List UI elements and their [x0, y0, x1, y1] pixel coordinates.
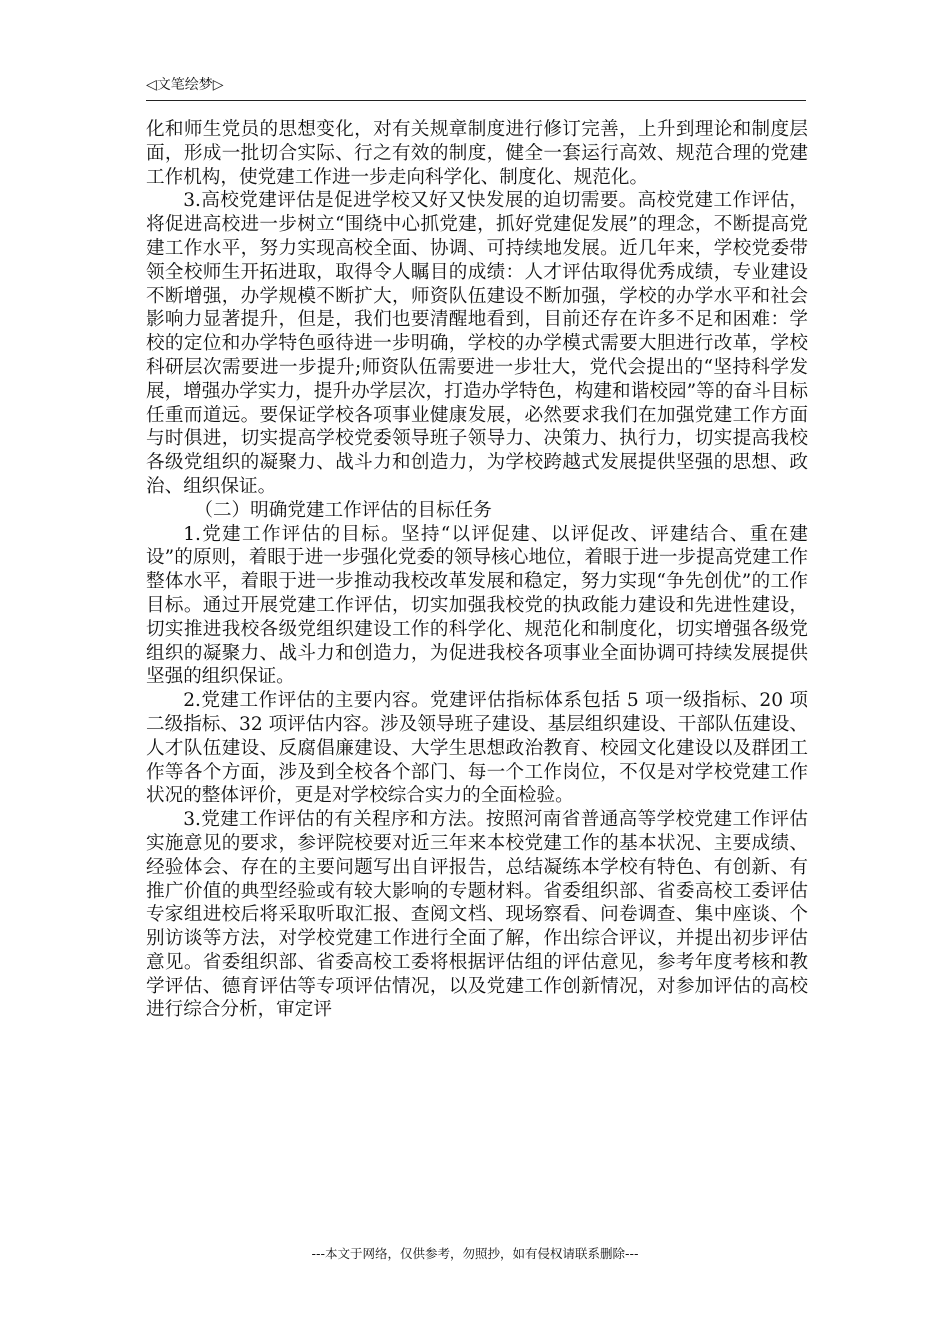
- left-triangle-icon: ◁: [146, 77, 157, 93]
- page-header: [146, 74, 806, 101]
- header-title-text: 文笔绘梦: [156, 77, 213, 93]
- paragraph: 3.高校党建评估是促进学校又好又快发展的迫切需要。高校党建工作评估，将促进高校进一步树立“围绕中心抓党建，抓好党建促发展”的理念，不断提高党建工作水平，努力实现高校全面、协调、可持续地发展。近几年来，学校党委带领全校师生开拓进取，取得令人瞩目的成绩：人才评估取得优秀成绩，专业建设不断增强，办学规模不断扩大，师资队伍建设不断加强，学校的办学水平和社会影响力显著提升，但是，我们也要清醒地看到，目前还存在许多不足和困难：学校的定位和办学特色亟待进一步明确，学校的办学模式需要大胆进行改革，学校科研层次需要进一步提升;师资队伍需要进一步壮大，党代会提出的“坚持科学发展，增强办学实力，提升办学层次，打造办学特色，构建和谐校园”等的奋斗目标任重而道远。要保证学校各项事业健康发展，必然要求我们在加强党建工作方面与时俱进，切实提高学校党委领导班子领导力、决策力、执行力，切实提高我校各级党组织的凝聚力、战斗力和创造力，为学校跨越式发展提供坚强的思想、政治、组织保证。: [146, 190, 808, 497]
- right-triangle-icon: ▷: [212, 77, 224, 93]
- document-body: [146, 118, 808, 1022]
- paragraph: 3.党建工作评估的有关程序和方法。按照河南省普通高等学校党建工作评估实施意见的要求，参评院校要对近三年来本校党建工作的基本状况、主要成绩、经验体会、存在的主要问题写出自评报告，总结凝练本学校有特色、有创新、有推广价值的典型经验或有较大影响的专题材料。省委组织部、省委高校工委评估专家组进校后将采取听取汇报、查阅文档、现场察看、问卷调查、集中座谈、个别访谈等方法，对学校党建工作进行全面了解，作出综合评议，并提出初步评估意见。省委组织部、省委高校工委将根据评估组的评估意见，参考年度考核和教学评估、德育评估等专项评估情况，以及党建工作创新情况，对参加评估的高校进行综合分析，审定评: [146, 809, 808, 1021]
- header-title: [146, 76, 224, 94]
- paragraph: 化和师生党员的思想变化，对有关规章制度进行修订完善，上升到理论和制度层面，形成一批切合实际、行之有效的制度，健全一套运行高效、规范合理的党建工作机构，使党建工作进一步走向科学化、制度化、规范化。: [146, 119, 808, 188]
- section-heading: （二）明确党建工作评估的目标任务: [194, 499, 492, 521]
- paragraph: 1.党建工作评估的目标。坚持“以评促建、以评促改、评建结合、重在建设”的原则，着眼于进一步强化党委的领导核心地位，着眼于进一步提高党建工作整体水平，着眼于进一步推动我校改革发展和稳定，努力实现“争先创优”的工作目标。通过开展党建工作评估，切实加强我校党的执政能力建设和先进性建设，切实推进我校各级党组织建设工作的科学化、规范化和制度化，切实增强各级党组织的凝聚力、战斗力和创造力，为促进我校各项事业全面协调可持续发展提供坚强的组织保证。: [146, 523, 808, 688]
- page-footer: ---本文于网络，仅供参考，勿照抄，如有侵权请联系删除---: [311, 1246, 639, 1261]
- paragraph: 2.党建工作评估的主要内容。党建评估指标体系包括 5 项一级指标、20 项二级指标、32 项评估内容。涉及领导班子建设、基层组织建设、干部队伍建设、人才队伍建设、反腐倡廉建设、大学生思想政治教育、校园文化建设以及群团工作等各个方面，涉及到全校各个部门、每一个工作岗位，不仅是对学校党建工作状况的整体评价，更是对学校综合实力的全面检验。: [146, 690, 808, 807]
